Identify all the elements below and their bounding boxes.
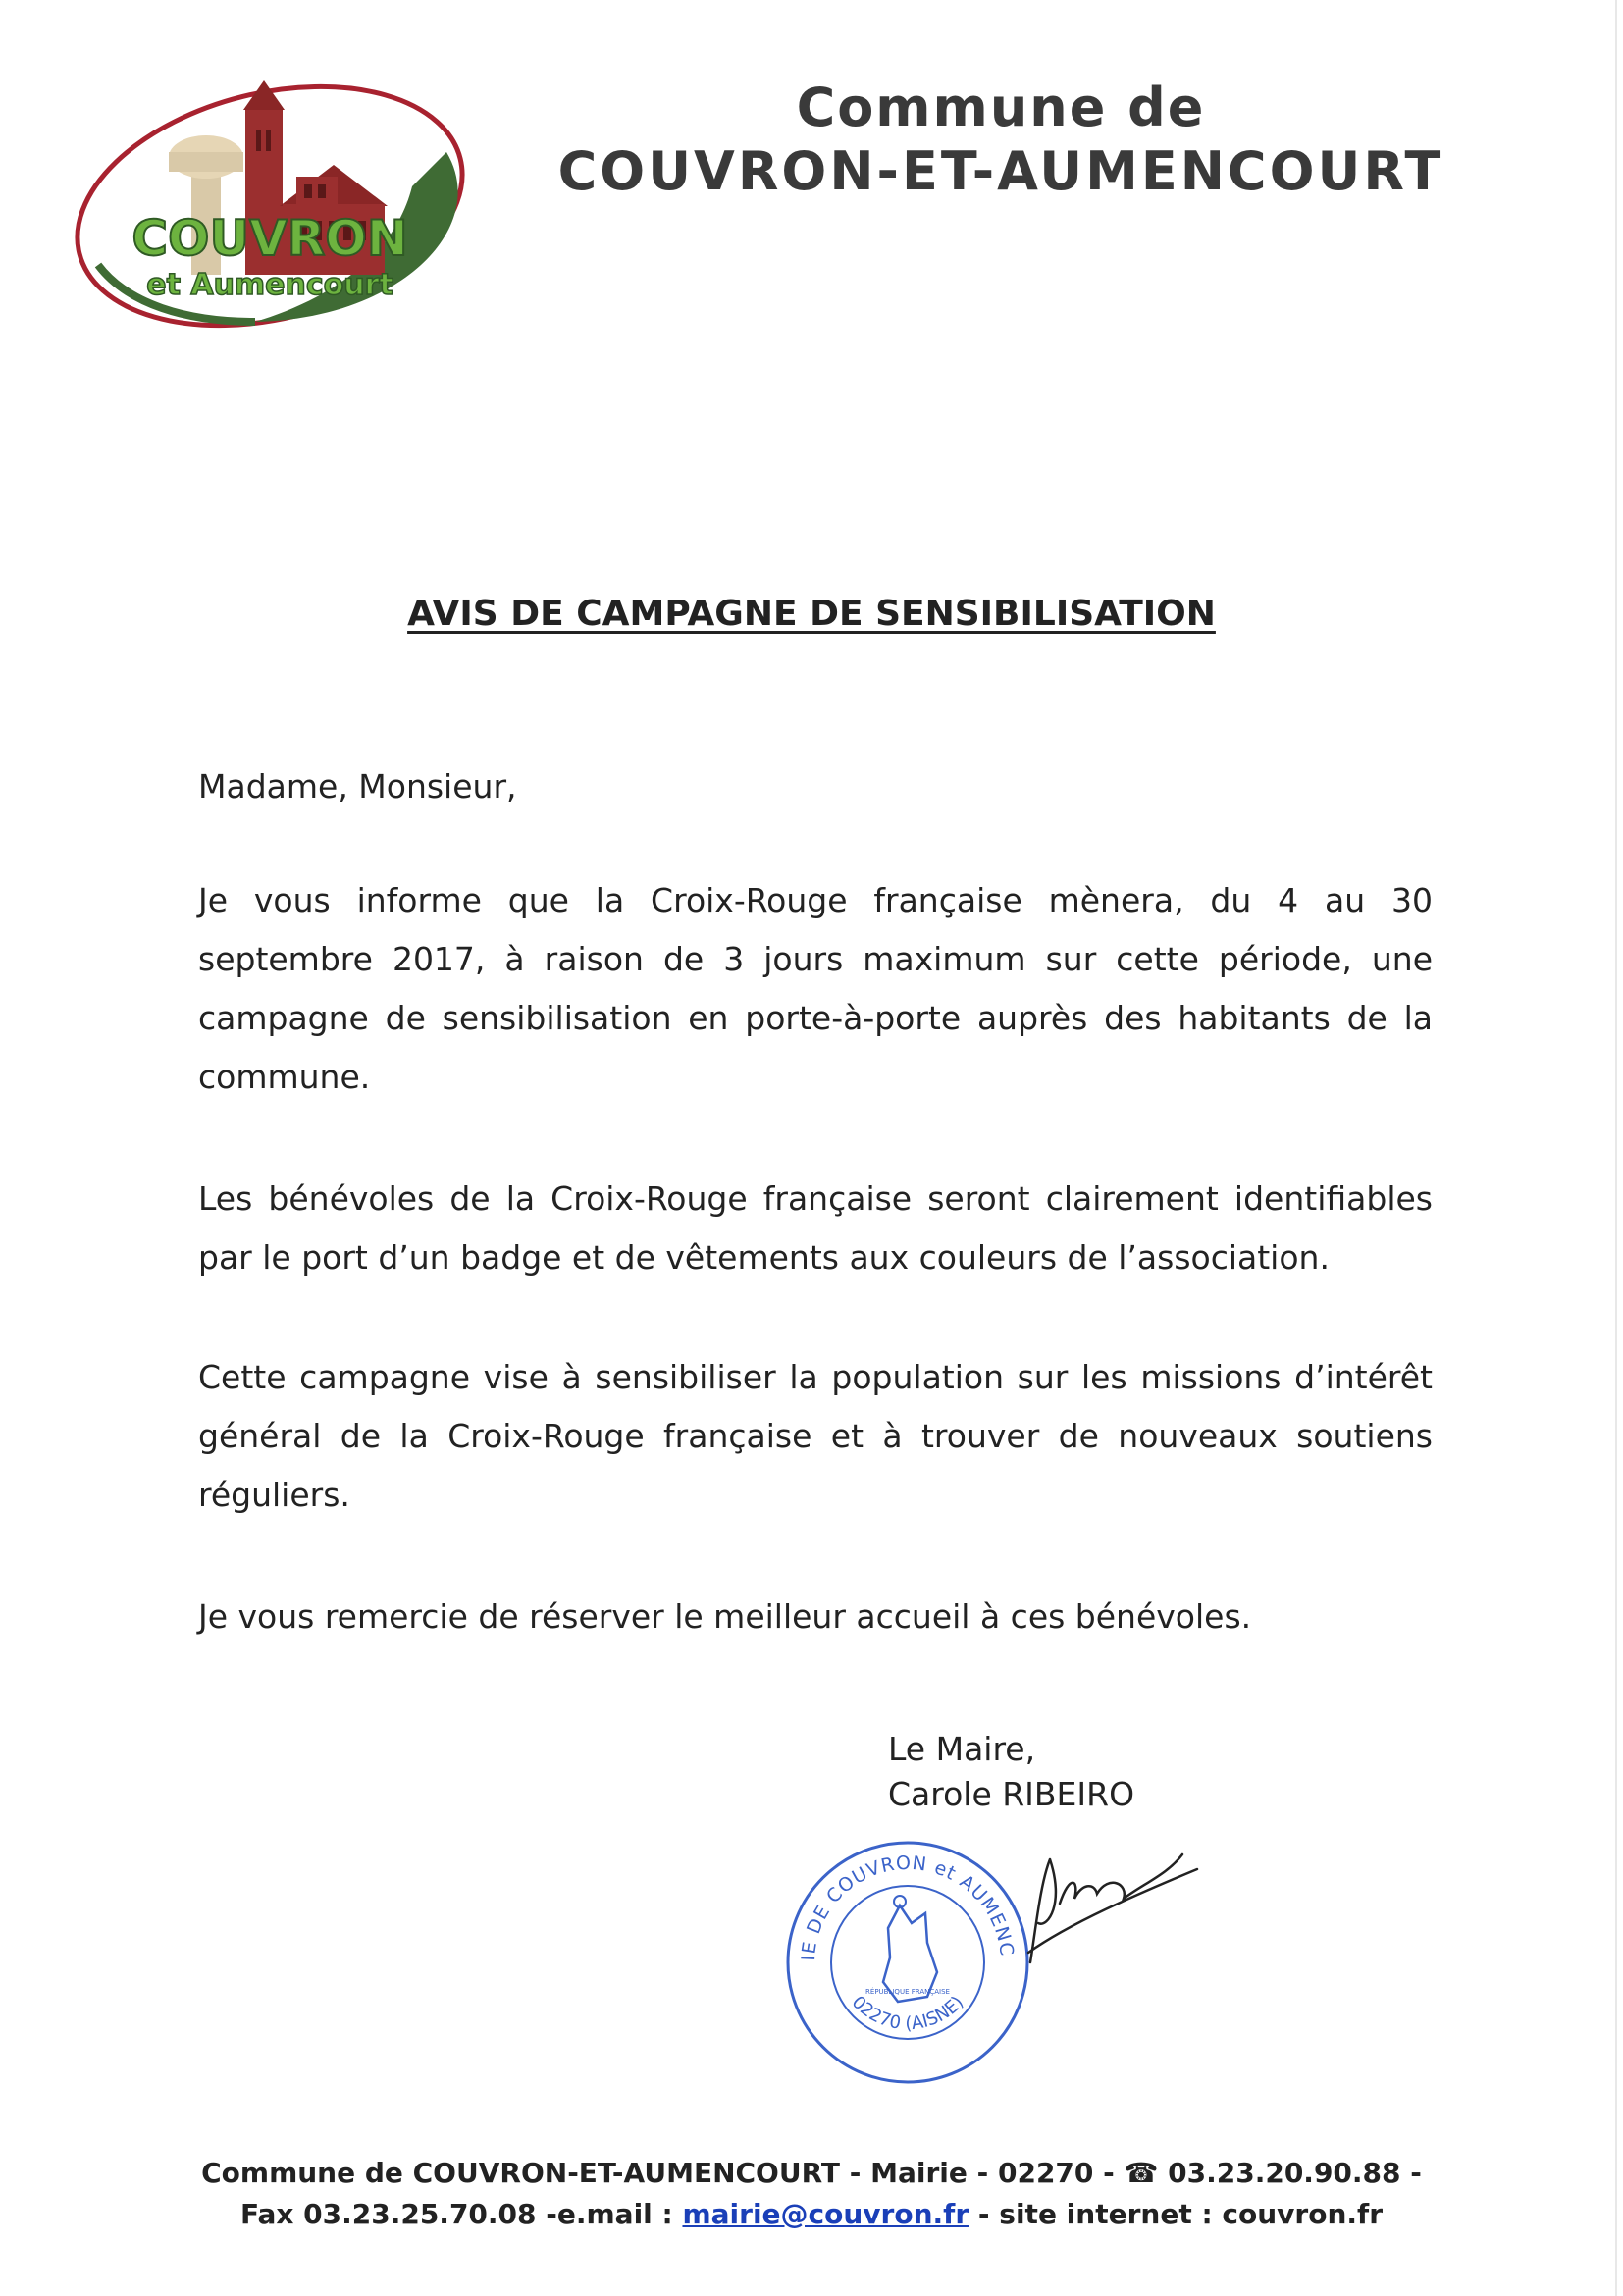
- footer: [0, 2153, 1623, 2235]
- commune-logo: [69, 59, 481, 334]
- email-link[interactable]: mairie@couvron.fr: [682, 2198, 969, 2230]
- greeting: Madame, Monsieur,: [198, 767, 517, 806]
- notice-title: [0, 594, 1623, 634]
- paragraph-4: Je vous remercie de réserver le meilleur accueil à ces bénévoles.: [198, 1597, 1252, 1636]
- letterhead-line1: Commune de: [796, 77, 1206, 138]
- logo-text-couvron: COUVRON: [131, 210, 408, 267]
- official-stamp: [780, 1835, 1035, 2090]
- svg-text:02270 (AISNE): [848, 1992, 969, 2034]
- scan-edge-line: [1615, 0, 1617, 2296]
- logo-text-aumencourt: et Aumencourt: [146, 268, 393, 302]
- footer-line2: [0, 2194, 1623, 2235]
- stamp-text-top: IE DE COUVRON et AUMENC: [797, 1852, 1018, 1961]
- letterhead-commune-name: COUVRON-ET-AUMENCOURT: [557, 140, 1444, 202]
- stamp-text-bottom: 02270 (AISNE): [847, 1992, 969, 2035]
- handwritten-signature: [1021, 1845, 1217, 1972]
- stamp-center-text: RÉPUBLIQUE FRANÇAISE: [865, 1988, 950, 1996]
- letterhead: [510, 77, 1492, 204]
- footer-fax: Fax 03.23.25.70.08 -e.mail :: [239, 2198, 683, 2230]
- signature-role: Le Maire,: [888, 1730, 1036, 1768]
- paragraph-2: Les bénévoles de la Croix-Rouge française seront clairement identifiables par le port d’un badge et de vêtements aux couleurs de l’association.: [198, 1179, 1433, 1277]
- paragraph-1: Je vous informe que la Croix-Rouge française mènera, du 4 au 30 septembre 2017, à raison de 3 jours maximum sur cette période, une campagne de sensibilisation en porte-à-porte auprès des habitants de la commune.: [198, 881, 1433, 1096]
- signature-name: Carole RIBEIRO: [888, 1775, 1135, 1813]
- footer-line1: Commune de COUVRON-ET-AUMENCOURT - Mairie - 02270 - ☎ 03.23.20.90.88 -: [201, 2157, 1422, 2189]
- footer-website: - site internet : couvron.fr: [969, 2198, 1384, 2230]
- notice-title-text: AVIS DE CAMPAGNE DE SENSIBILISATION: [407, 594, 1216, 634]
- paragraph-3: Cette campagne vise à sensibiliser la population sur les missions d’intérêt général de la Croix-Rouge française et à trouver de nouveaux soutiens réguliers.: [198, 1358, 1433, 1514]
- signature-block: [888, 1727, 1134, 1817]
